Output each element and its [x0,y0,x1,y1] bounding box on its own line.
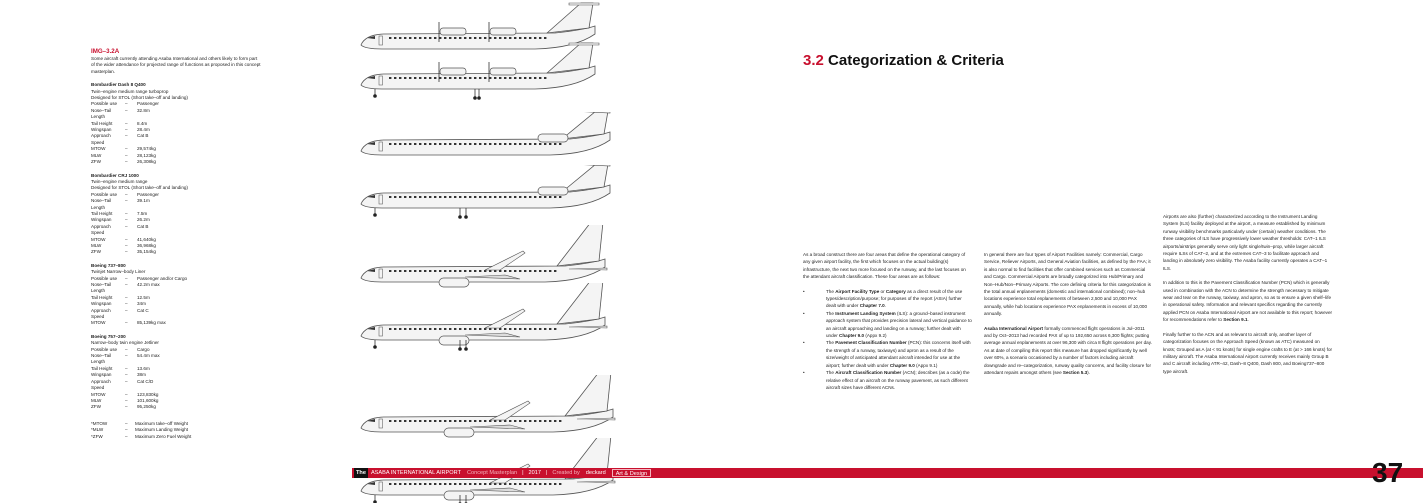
text-column-1 [803,251,973,391]
spec-dash: – [125,198,128,204]
spec-value: Cat C/D [137,378,154,384]
spec-key: MTOW [91,146,106,152]
spec-dash: – [125,365,128,371]
spec-value: 8.4m [137,120,148,126]
pcn-text: In addition to this is the Pavement Classification Number (PCN) which is generally used in combination with the ACN to determine the strength necessary to mitigate wear and tear on the runway, taxiway, and apron, so as to ensure a given shelf–life in operational safety. Information and relevant specifics regarding the currently applied PCN on Asaba International Airport are not available to this report; however for recommendations refer to [1163,280,1333,323]
abbreviation-legend [91,421,261,440]
spec-row [91,198,261,211]
spec-key: Wingspan [91,301,112,307]
spec-value: 123,830kg [137,391,159,397]
criteria-text-rest: as a direct result of the use types/description/purpose; for purposes of the report (ASIA) further dealt with under [826,288,963,309]
pcn-section-reference: Section 9.1 [1223,317,1248,323]
aircraft-spec-block [91,82,261,165]
spec-dash: – [125,294,128,300]
criteria-item [803,369,973,391]
spec-row [91,404,261,410]
section-heading [803,52,1004,69]
spec-key: Approach Speed [91,307,111,320]
criteria-text-rest: (Appx 9.2) [864,333,887,339]
spec-value: Cat B [137,223,149,229]
spec-key: ZFW [91,249,101,255]
spec-key: Approach Speed [91,223,111,236]
spec-key: Possible use [91,101,118,107]
spec-dash: – [125,275,128,281]
spec-value: 29,574kg [137,146,156,152]
spec-dash: – [125,397,128,403]
criteria-text-mid: (ILS): a ground–based instrument approach system that provides precision lateral and vertical guidance to an aircraft approaching and landing on a runway; further dealt with under [826,310,972,339]
spec-dash: – [125,307,128,313]
pcn-paragraph [1163,279,1333,323]
criteria-text-bold2: Chapter 9.0 [839,333,865,339]
criteria-item [803,310,973,340]
spec-value: 101,600kg [137,397,159,403]
spec-value: 28.4m [137,127,150,133]
spec-row [91,108,261,121]
spec-value: 39.1m [137,198,150,204]
criteria-text-mid: or [879,288,886,294]
spec-dash: – [125,223,128,229]
aircraft-silhouette [355,165,615,221]
aircraft-illustrations [355,0,615,503]
spec-row [91,353,261,366]
spec-key: Nose–Tail Length [91,198,112,210]
spec-key: Nose–Tail Length [91,282,112,294]
section-number: 3.2 [803,52,824,69]
spec-value: Passenger [137,101,159,107]
footer-text [354,468,651,478]
spec-dash: – [125,372,128,378]
criteria-text-bold: Instrument Landing System [835,310,896,316]
criteria-text-bold: Aircraft Classification Number [835,370,902,376]
spec-dash: – [125,301,128,307]
bullet-mark: • [803,288,805,294]
legend-key: *MTOW [91,420,108,426]
spec-value: 12.5m [137,294,150,300]
spec-dash: – [125,391,128,397]
legend-dash: – [125,427,128,433]
spec-key: Approach Speed [91,133,111,145]
spec-value: 95,250kg [137,404,156,410]
legend-dash: – [125,433,128,439]
spec-key: Nose–Tail Length [91,107,112,120]
spec-dash: – [125,191,128,197]
spec-key: Tail Height [91,294,113,300]
criteria-text-pre: The [826,370,836,376]
criteria-text-bold2: Category [885,288,906,294]
spec-row [91,320,261,326]
criteria-list [803,288,973,392]
text-column-3 [1163,213,1333,382]
asaba-name: Asaba International Airport [984,325,1044,331]
spec-value: 41,640kg [137,236,156,242]
spec-value: 28,123kg [137,152,156,158]
spec-dash: – [125,249,128,255]
footer-credit-label: Created by [552,470,580,476]
aircraft-spec-block [91,334,261,411]
footer-title: ASABA INTERNATIONAL AIRPORT [370,470,461,476]
spec-dash: – [125,210,128,216]
aircraft-description: Designed for STOL (Short take–off and landing) [91,185,188,191]
spec-key: Possible use [91,191,118,197]
criteria-text-mid: (ACN); describes (as a code) the relative effect of an aircraft on the runway pavement, as such different aircraft sizes have different ACNs. [826,370,970,390]
aircraft-spec-block [91,263,261,327]
aircraft-name: Boeing 757–200 [91,333,126,339]
spec-dash: – [125,353,128,359]
spec-key: Possible use [91,275,118,281]
criteria-text-bold2: Chapter 9.0 [889,362,915,368]
spec-value: Cat B [137,133,149,139]
spec-row [91,308,261,321]
aircraft-name: Boeing 737–800 [91,262,126,268]
aircraft-name: Bombardier Dash 8 Q400 [91,82,146,88]
spec-value: Passenger and/or Cargo [137,275,188,281]
spec-value: 54.4m max [137,353,160,359]
text-column-2 [984,251,1152,384]
spec-key: ZFW [91,404,101,410]
footer-year: 2017 [528,470,541,476]
spec-dash: – [125,346,128,352]
criteria-item [803,339,973,369]
spec-row [91,249,261,255]
spec-value: Cargo [137,346,150,352]
aircraft-name: Bombardier CRJ 1000 [91,172,139,178]
bullet-mark: • [803,340,805,346]
facility-types-paragraph: In general there are four types of Airport Facilities namely: Commercial, Cargo Service, Reliever Airports, and General Aviation facilities, as defined by the FAA; it is also normal to find facilities that offer combined services such as Commercial and Cargo. Commercial Airports are broadly categorized into Hub/Primary and Non–Hub/Non–Primary Airports. The core defining criteria for this categorization is the total annual enplanements (domestic and international combined); non–hub locations experience total enplanements of between 2,500 and 10,000 PAX annually, while hub locations experience PAX enplanements in excess of 10,000 annually. [984,252,1151,317]
spec-value: 35,154kg [137,249,156,255]
spec-key: MLW [91,397,102,403]
spec-row [91,159,261,165]
spec-key: MLW [91,152,102,158]
spec-dash: – [125,159,128,165]
asaba-text: formally commenced flight operations in Jul–2011 and by Oct–2013 had recorded PAX of up to 192,650 across 6,300 flights; putting average annual enplanements at over 96,300 with circa 8 flight operations per day. As at date of compiling this report this measure has dropped significantly by well over 60%, a scenario occasioned by a number of factors including aircraft downgrade and re–categorization, runway quality concerns, and facility closure for attendant repairs amongst others (see [984,325,1152,376]
section-title: Categorization & Criteria [828,52,1004,69]
criteria-text-bold3: Chapter 7.0 [859,303,885,309]
asaba-text-end: ). [1087,370,1090,376]
aircraft-description: Twinjet Narrow–body Liner [91,269,146,275]
criteria-text-rest: (Appx 9.1) [914,362,938,368]
spec-dash: – [125,217,128,223]
spec-key: Tail Height [91,365,113,371]
image-caption: Some aircraft currently attending Asaba International and others likely to form part of the wider attendance for projected range of functions as proposed in this concept masterplan. [91,56,261,74]
spec-key: Wingspan [91,217,112,223]
spec-key: MTOW [91,236,106,242]
spec-value: Cat C [137,307,149,313]
criteria-text-pre: The [826,288,836,294]
spec-key: Wingspan [91,372,112,378]
ils-paragraph: Airports are also (further) characterized according to the Instrument Landing System (ILS) facility deployed at the airport, a measure established by minimum runway visibility benchmarks particularly under (certain) weather conditions. The three categories of ILS have progressively lower weather thresholds: CAT–1 ILS airports/airstrips generally serve only light single/twin–prop, while larger aircraft require ILSs of CAT–2, and at the extremes CAT–3 to facilitate approach and landing in absolutely zero visibility. The Asaba facility currently operates a CAT–1 ILS. [1163,214,1328,271]
criteria-text-bold: Airport Facility Type [835,288,880,294]
pcn-text-end: . [1247,317,1249,323]
legend-row [91,434,261,440]
spec-value: 85,139kg max [137,320,166,326]
criteria-text-mid: (PCN): this concerns itself with the strength of a runway, taxiways) and apron as a result of the size/weight of anticipated attendant aircraft intended for use at the airport; further dealt with under [826,340,971,368]
aircraft-description: Narrow–body twin engine Jetliner [91,340,159,346]
image-label: IMG–3.2A [91,48,120,55]
aircraft-spec-block [91,173,261,256]
aircraft-spec-list [91,82,261,411]
criteria-text-end: . [884,303,887,309]
criteria-text-pre: The [826,340,836,346]
spec-dash: – [125,242,128,248]
footer-separator-2: | [545,470,548,476]
spec-value: 38m [137,372,146,378]
spec-key: MTOW [91,320,106,326]
spec-key: MLW [91,242,102,248]
spec-key: Wingspan [91,127,112,133]
footer-tagline: Art & Design [612,469,651,477]
criteria-text-pre: The [826,310,836,316]
spec-dash: – [125,378,128,384]
page-number: 37 [1372,457,1404,488]
spec-key: MTOW [91,391,106,397]
spec-value: 26.2m [137,217,150,223]
legend-key: *MLW [91,427,104,433]
legend-value: Maximum Zero Fuel Weight [135,433,192,439]
aircraft-description: Twin–engine medium range [91,178,148,184]
spec-dash: – [125,146,128,152]
spec-key: Tail Height [91,120,113,126]
legend-value: Maximum take–off Weight [135,420,188,426]
spec-key: Possible use [91,346,118,352]
spec-key: Approach Speed [91,378,111,391]
footer-the: The [356,470,366,476]
spec-dash: – [125,120,128,126]
spec-dash: – [125,152,128,158]
spec-value: Passenger [137,191,159,197]
footer-separator: | [522,470,524,476]
spec-dash: – [125,133,128,139]
spec-key: Nose–Tail Length [91,353,112,365]
legend-value: Maximum Landing Weight [135,427,189,433]
spec-key: Tail Height [91,210,113,216]
section-reference: Section 5.3 [1062,370,1088,376]
asaba-paragraph [984,325,1152,377]
spec-dash: – [125,320,128,326]
aircraft-silhouette [355,112,615,168]
approach-speed-paragraph: Finally further to the ACN and as relevant to aircraft only, another layer of categorization focuses on the Approach Speed (known as ATC) measured on knots; Grouped as A (at < 91 knots) for single engine crafts to E (at > 166 knots) for military aircraft. The Asaba International Airport currently receives mainly Group B and C aircraft including ATR–42, Dash–8 Q400, Dash 800, and Boeing737–800 type aircraft. [1163,331,1333,374]
spec-row [91,133,261,146]
spec-row [91,282,261,295]
legend-key: *ZFW [91,433,103,439]
intro-paragraph: As a broad construct there are four areas that define the operational category of any given airport facility, the first which focuses on the actual building(s) infrastructure, the next two more focused on the runway, and the last focuses on the attendant aircraft classification. These four areas are as follows: [803,252,966,280]
spec-dash: – [125,282,128,287]
spec-value: 32.8m [137,107,150,113]
spec-value: 7.5m [137,210,148,216]
spec-row [91,379,261,392]
spec-dash: – [125,127,128,133]
spec-dash: – [125,107,128,113]
aircraft-description: Twin–engine medium range turboprop [91,88,169,94]
aircraft-description: Designed for STOL (Short take–off and landing) [91,95,188,101]
spec-key: ZFW [91,159,101,165]
spec-dash: – [125,404,128,410]
footer-studio: deckard [585,470,606,476]
spec-value: 26,308kg [137,159,156,165]
aircraft-spec-sheet [91,48,261,440]
footer-subtitle: Concept Masterplan [467,470,518,476]
spec-value: 34m [137,301,146,307]
aircraft-silhouette [355,375,615,445]
spec-value: 13.6m [137,365,150,371]
spec-value: 42.2m max [137,282,160,287]
spec-dash: – [125,101,128,107]
spec-dash: – [125,236,128,242]
legend-dash: – [125,420,128,426]
criteria-item [803,288,973,310]
spec-row [91,224,261,237]
bullet-mark: • [803,310,805,316]
aircraft-silhouette [355,42,615,102]
spec-value: 36,968kg [137,242,156,248]
bullet-mark: • [803,370,805,376]
aircraft-silhouette [355,283,615,353]
criteria-text-bold: Pavement Classification Number [835,340,907,346]
